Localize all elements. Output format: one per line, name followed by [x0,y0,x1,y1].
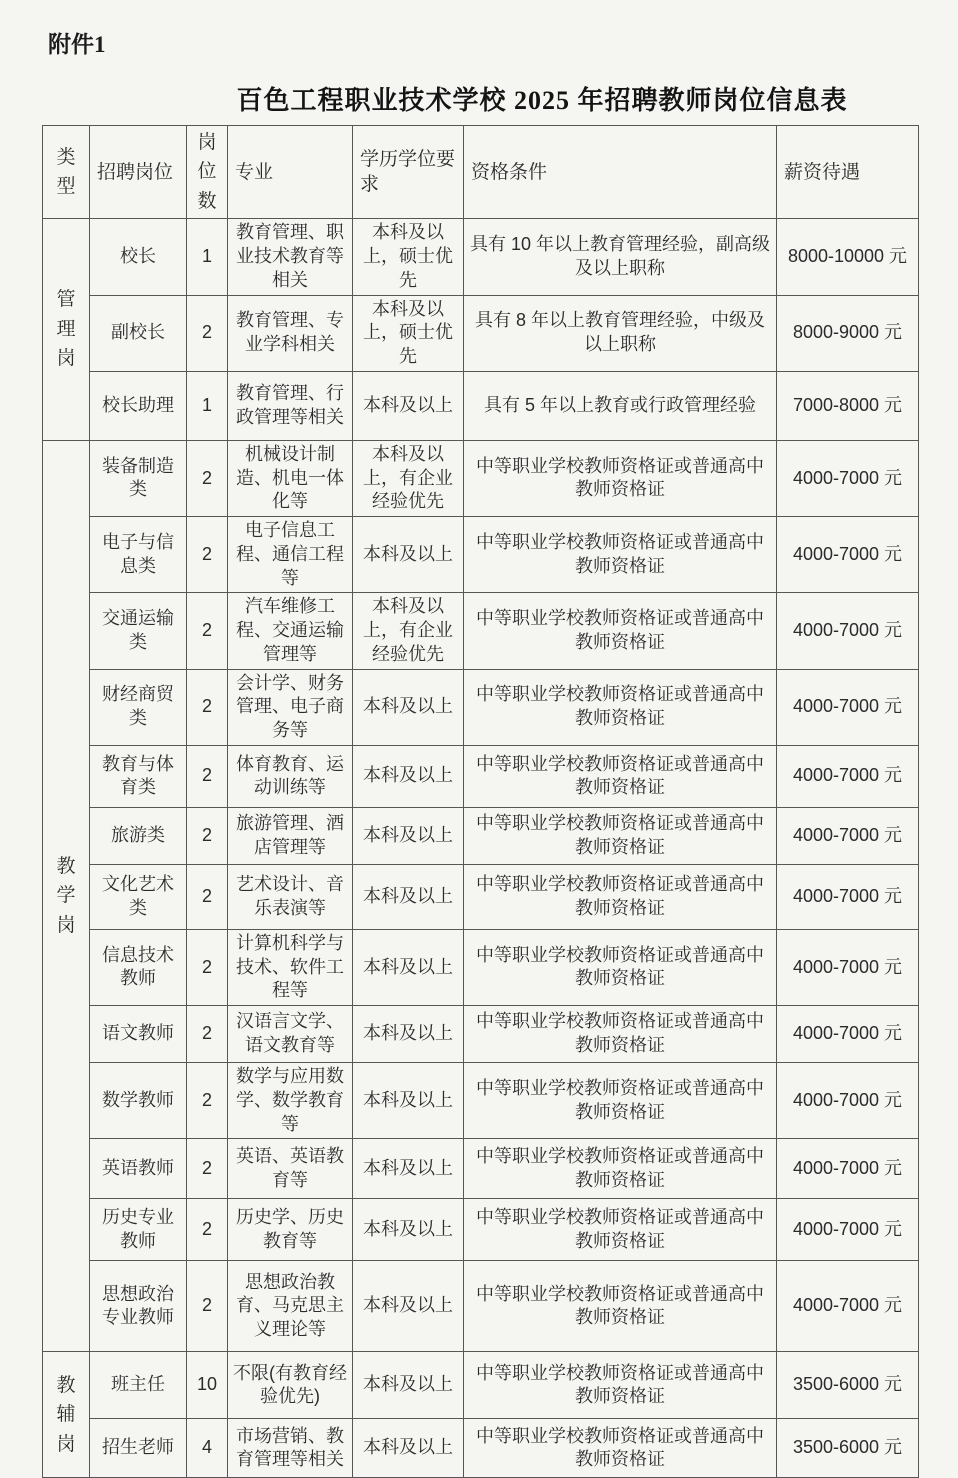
cell-salary: 4000-7000 元 [777,745,919,807]
col-header-count-label: 岗位数 [197,132,217,212]
cell-position: 教育与体育类 [90,745,187,807]
cell-major: 不限(有教育经验优先) [228,1352,353,1419]
positions-table [42,125,919,1478]
cell-qualification: 中等职业学校教师资格证或普通高中教师资格证 [464,1352,777,1419]
col-header-type [43,126,90,219]
cell-education: 本科及以上 [353,864,464,929]
cell-salary: 4000-7000 元 [777,517,919,593]
cell-salary: 4000-7000 元 [777,1261,919,1352]
col-header-salary: 薪资待遇 [777,126,919,219]
cell-position: 副校长 [90,295,187,371]
table-row [43,1352,919,1419]
cell-education: 本科及以上 [353,517,464,593]
cell-qualification: 中等职业学校教师资格证或普通高中教师资格证 [464,1199,777,1261]
cell-salary: 8000-9000 元 [777,295,919,371]
cell-position: 数学教师 [90,1063,187,1139]
cell-qualification: 中等职业学校教师资格证或普通高中教师资格证 [464,1006,777,1063]
cell-qualification: 中等职业学校教师资格证或普通高中教师资格证 [464,1063,777,1139]
cell-qualification: 中等职业学校教师资格证或普通高中教师资格证 [464,1139,777,1199]
cell-salary: 4000-7000 元 [777,864,919,929]
col-header-count [187,126,228,219]
table-row [43,864,919,929]
cell-education: 本科及以上 [353,1063,464,1139]
table-row [43,219,919,295]
cell-education: 本科及以上 [353,371,464,440]
cell-education: 本科及以上 [353,1352,464,1419]
cell-count: 4 [187,1419,228,1478]
cell-count: 2 [187,745,228,807]
cell-position: 历史专业教师 [90,1199,187,1261]
cell-major: 市场营销、教育管理等相关 [228,1419,353,1478]
cell-count: 1 [187,371,228,440]
cell-salary: 7000-8000 元 [777,371,919,440]
cell-qualification: 中等职业学校教师资格证或普通高中教师资格证 [464,517,777,593]
cell-salary: 3500-6000 元 [777,1352,919,1419]
cell-position: 招生老师 [90,1419,187,1478]
cell-qualification: 具有 10 年以上教育管理经验，副高级及以上职称 [464,219,777,295]
cell-position: 旅游类 [90,807,187,864]
cell-count: 1 [187,219,228,295]
cell-major: 汉语言文学、语文教育等 [228,1006,353,1063]
cell-count: 2 [187,1261,228,1352]
cell-count: 2 [187,1006,228,1063]
cell-salary: 8000-10000 元 [777,219,919,295]
cell-education: 本科及以上 [353,929,464,1005]
cell-position: 交通运输类 [90,593,187,669]
table-row [43,371,919,440]
table-row [43,929,919,1005]
category-cell [43,440,90,1352]
cell-education: 本科及以上 [353,669,464,745]
cell-position: 电子与信息类 [90,517,187,593]
col-header-type-label: 类型 [56,146,76,198]
col-header-position: 招聘岗位 [90,126,187,219]
table-row [43,1199,919,1261]
cell-position: 英语教师 [90,1139,187,1199]
cell-count: 2 [187,517,228,593]
table-row [43,1419,919,1478]
cell-qualification: 中等职业学校教师资格证或普通高中教师资格证 [464,440,777,516]
cell-count: 2 [187,1139,228,1199]
category-cell [43,219,90,441]
attachment-label: 附件1 [48,32,106,57]
cell-salary: 4000-7000 元 [777,1063,919,1139]
category-label: 教辅岗 [56,1374,76,1455]
cell-count: 2 [187,1199,228,1261]
cell-major: 英语、英语教育等 [228,1139,353,1199]
cell-position: 班主任 [90,1352,187,1419]
page-title: 百色工程职业技术学校 2025 年招聘教师岗位信息表 [236,86,848,115]
cell-major: 思想政治教育、马克思主义理论等 [228,1261,353,1352]
table-row [43,1261,919,1352]
table-row [43,669,919,745]
table-row [43,1063,919,1139]
cell-major: 数学与应用数学、数学教育等 [228,1063,353,1139]
cell-qualification: 中等职业学校教师资格证或普通高中教师资格证 [464,807,777,864]
cell-salary: 4000-7000 元 [777,1199,919,1261]
cell-qualification: 中等职业学校教师资格证或普通高中教师资格证 [464,745,777,807]
cell-education: 本科及以上，有企业经验优先 [353,593,464,669]
category-label: 教学岗 [56,855,76,936]
cell-salary: 4000-7000 元 [777,593,919,669]
table-row [43,593,919,669]
cell-count: 2 [187,669,228,745]
table-row [43,295,919,371]
cell-position: 信息技术教师 [90,929,187,1005]
cell-position: 文化艺术类 [90,864,187,929]
category-label: 管理岗 [56,289,76,370]
cell-qualification: 中等职业学校教师资格证或普通高中教师资格证 [464,1419,777,1478]
category-cell [43,1352,90,1478]
cell-major: 机械设计制造、机电一体化等 [228,440,353,516]
cell-education: 本科及以上 [353,1261,464,1352]
cell-major: 汽车维修工程、交通运输管理等 [228,593,353,669]
cell-major: 电子信息工程、通信工程等 [228,517,353,593]
cell-education: 本科及以上 [353,807,464,864]
cell-salary: 4000-7000 元 [777,440,919,516]
cell-count: 10 [187,1352,228,1419]
cell-major: 艺术设计、音乐表演等 [228,864,353,929]
col-header-education: 学历学位要求 [353,126,464,219]
cell-count: 2 [187,440,228,516]
table-row [43,440,919,516]
table-row [43,745,919,807]
table-row [43,517,919,593]
cell-count: 2 [187,807,228,864]
cell-position: 校长助理 [90,371,187,440]
table-header-row [43,126,919,219]
cell-major: 体育教育、运动训练等 [228,745,353,807]
cell-major: 会计学、财务管理、电子商务等 [228,669,353,745]
cell-education: 本科及以上，硕士优先 [353,295,464,371]
cell-position: 装备制造类 [90,440,187,516]
cell-position: 财经商贸类 [90,669,187,745]
cell-salary: 4000-7000 元 [777,929,919,1005]
table-row [43,1006,919,1063]
col-header-major: 专业 [228,126,353,219]
cell-qualification: 具有 5 年以上教育或行政管理经验 [464,371,777,440]
cell-major: 教育管理、职业技术教育等相关 [228,219,353,295]
cell-major: 历史学、历史教育等 [228,1199,353,1261]
cell-education: 本科及以上 [353,1419,464,1478]
cell-qualification: 中等职业学校教师资格证或普通高中教师资格证 [464,669,777,745]
cell-salary: 3500-6000 元 [777,1419,919,1478]
cell-education: 本科及以上 [353,745,464,807]
col-header-qualification: 资格条件 [464,126,777,219]
cell-major: 计算机科学与技术、软件工程等 [228,929,353,1005]
cell-education: 本科及以上 [353,1006,464,1063]
cell-count: 2 [187,929,228,1005]
cell-count: 2 [187,1063,228,1139]
cell-count: 2 [187,593,228,669]
cell-qualification: 中等职业学校教师资格证或普通高中教师资格证 [464,593,777,669]
cell-qualification: 具有 8 年以上教育管理经验，中级及以上职称 [464,295,777,371]
cell-salary: 4000-7000 元 [777,1006,919,1063]
cell-major: 教育管理、行政管理等相关 [228,371,353,440]
cell-salary: 4000-7000 元 [777,669,919,745]
cell-major: 教育管理、专业学科相关 [228,295,353,371]
cell-education: 本科及以上 [353,1199,464,1261]
cell-position: 思想政治专业教师 [90,1261,187,1352]
cell-salary: 4000-7000 元 [777,1139,919,1199]
table-row [43,807,919,864]
cell-qualification: 中等职业学校教师资格证或普通高中教师资格证 [464,1261,777,1352]
cell-education: 本科及以上，有企业经验优先 [353,440,464,516]
cell-education: 本科及以上 [353,1139,464,1199]
cell-salary: 4000-7000 元 [777,807,919,864]
cell-major: 旅游管理、酒店管理等 [228,807,353,864]
cell-count: 2 [187,864,228,929]
cell-education: 本科及以上，硕士优先 [353,219,464,295]
cell-position: 校长 [90,219,187,295]
table-row [43,1139,919,1199]
cell-qualification: 中等职业学校教师资格证或普通高中教师资格证 [464,929,777,1005]
cell-position: 语文教师 [90,1006,187,1063]
cell-count: 2 [187,295,228,371]
cell-qualification: 中等职业学校教师资格证或普通高中教师资格证 [464,864,777,929]
